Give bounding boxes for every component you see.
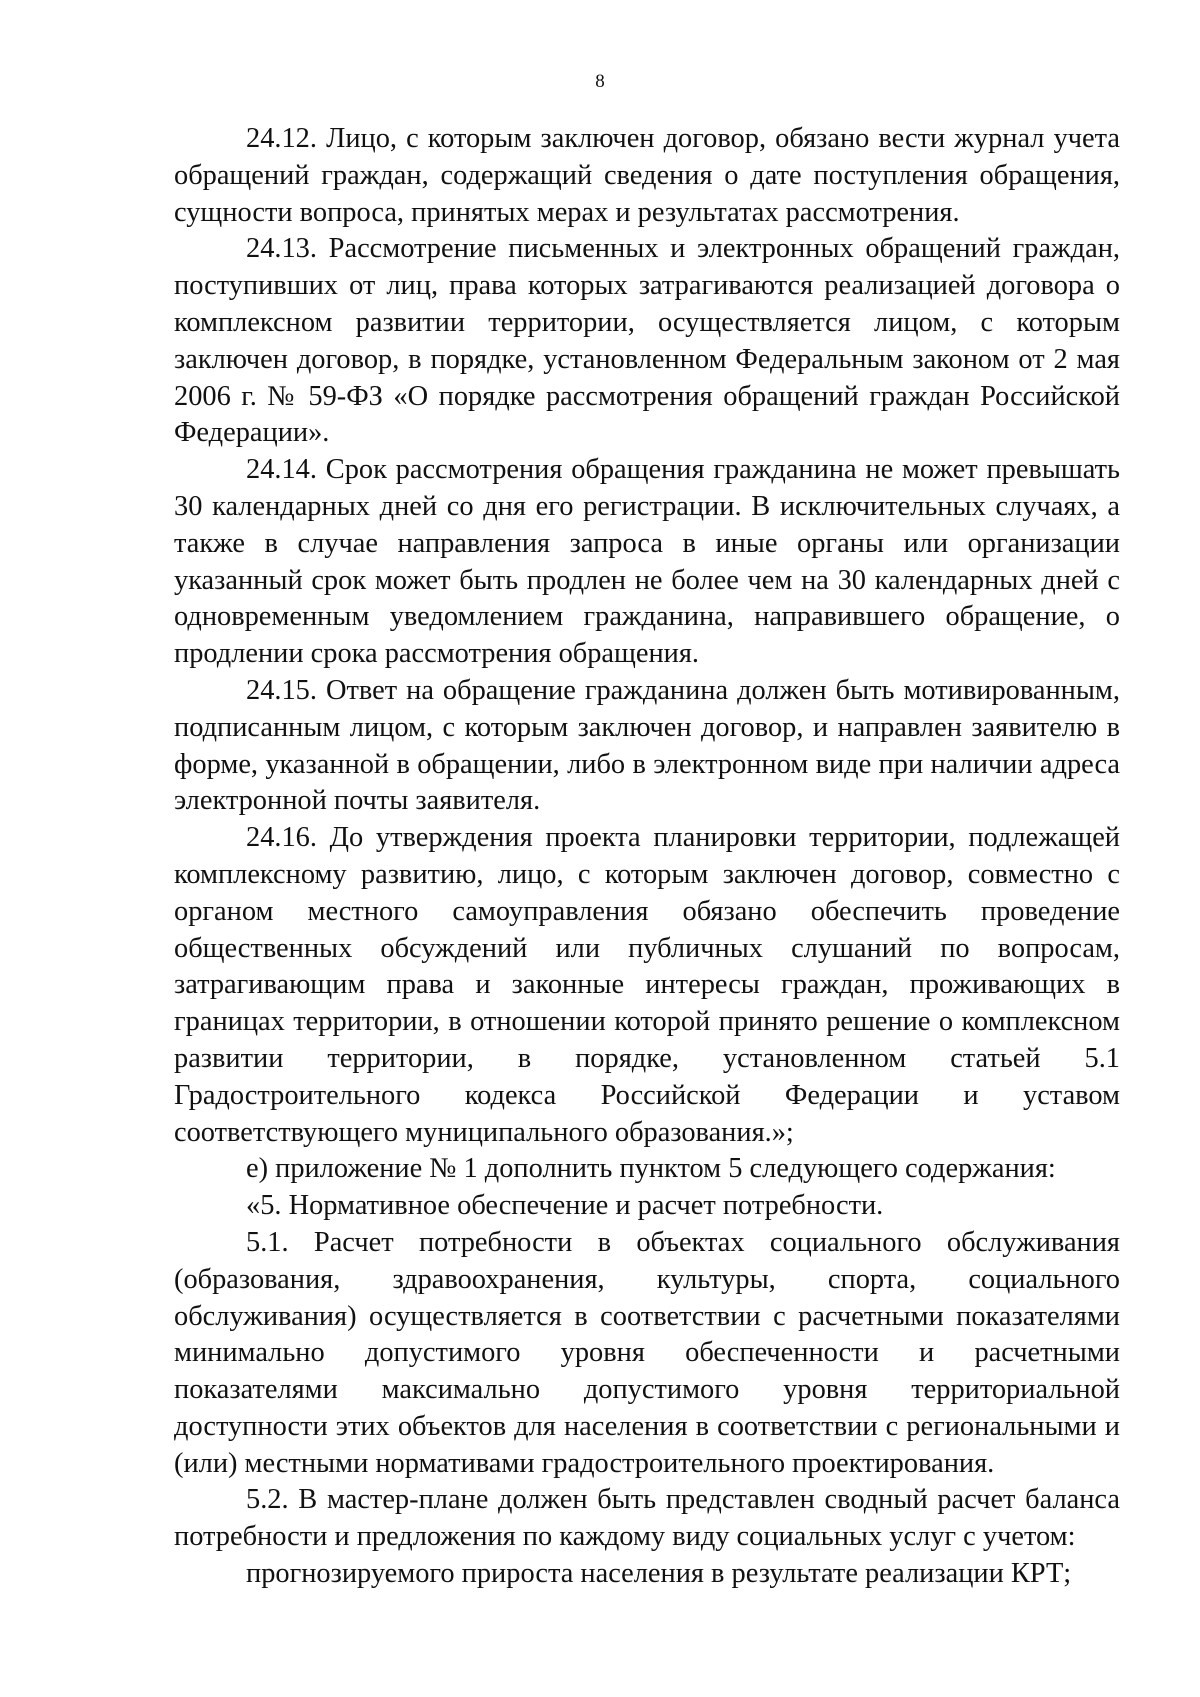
paragraph-24-12: 24.12. Лицо, с которым заключен договор, обязано вести журнал учета обращений граждан, содержащий сведения о дате поступления обращения, сущности вопроса, принятых мерах и результатах рассмотрения. — [174, 123, 1120, 228]
amendment-item-e: е) приложение № 1 дополнить пунктом 5 следующего содержания: — [246, 1153, 1056, 1185]
page-number: 8 — [595, 71, 605, 92]
paragraph-5-2: 5.2. В мастер-плане должен быть представлен сводный расчет баланса потребности и предложения по каждому виду социальных услуг с учетом: — [174, 1484, 1120, 1553]
paragraph-24-15: 24.15. Ответ на обращение гражданина должен быть мотивированным, подписанным лицом, с которым заключен договор, и направлен заявителю в форме, указанной в обращении, либо в электронном виде при наличии адреса электронной почты заявителя. — [174, 674, 1120, 817]
list-item-population-growth: прогнозируемого прироста населения в результате реализации КРТ; — [246, 1558, 1072, 1590]
document-body — [174, 121, 1120, 1593]
paragraph-24-16: 24.16. До утверждения проекта планировки территории, подлежащей комплексному развитию, лицо, с которым заключен договор, совместно с органом местного самоуправления обязано обеспечить проведение общественных обсуждений или публичных слушаний по вопросам, затрагивающим права и законные интересы граждан, проживающих в границах территории, в отношении которой принято решение о комплексном развитии территории, в порядке, установленном статьей 5.1 Градостроительного кодекса Российской Федерации и уставом соответствующего муниципального образования.»; — [174, 822, 1120, 1148]
paragraph-24-13: 24.13. Рассмотрение письменных и электронных обращений граждан, поступивших от лиц, права которых затрагиваются реализацией договора о комплексном развитии территории, осуществляется лицом, с которым заключен договор, в порядке, установленном Федеральным законом от 2 мая 2006 г. № 59-ФЗ «О порядке рассмотрения обращений граждан Российской Федерации». — [174, 233, 1120, 449]
paragraph-5-1: 5.1. Расчет потребности в объектах социального обслуживания (образования, здравоохранения, культуры, спорта, социального обслуживания) осуществляется в соответствии с расчетными показателями минимально допустимого уровня обеспеченности и расчетными показателями максимально допустимого уровня территориальной доступности этих объектов для населения в соответствии с региональными и (или) местными нормативами градостроительного проектирования. — [174, 1226, 1120, 1479]
section-5-heading: «5. Нормативное обеспечение и расчет потребности. — [246, 1190, 884, 1222]
paragraph-24-14: 24.14. Срок рассмотрения обращения гражданина не может превышать 30 календарных дней со дня его регистрации. В исключительных случаях, а также в случае направления запроса в иные органы или организации указанный срок может быть продлен не более чем на 30 календарных дней с одновременным уведомлением гражданина, направившего обращение, о продлении срока рассмотрения обращения. — [174, 454, 1120, 670]
